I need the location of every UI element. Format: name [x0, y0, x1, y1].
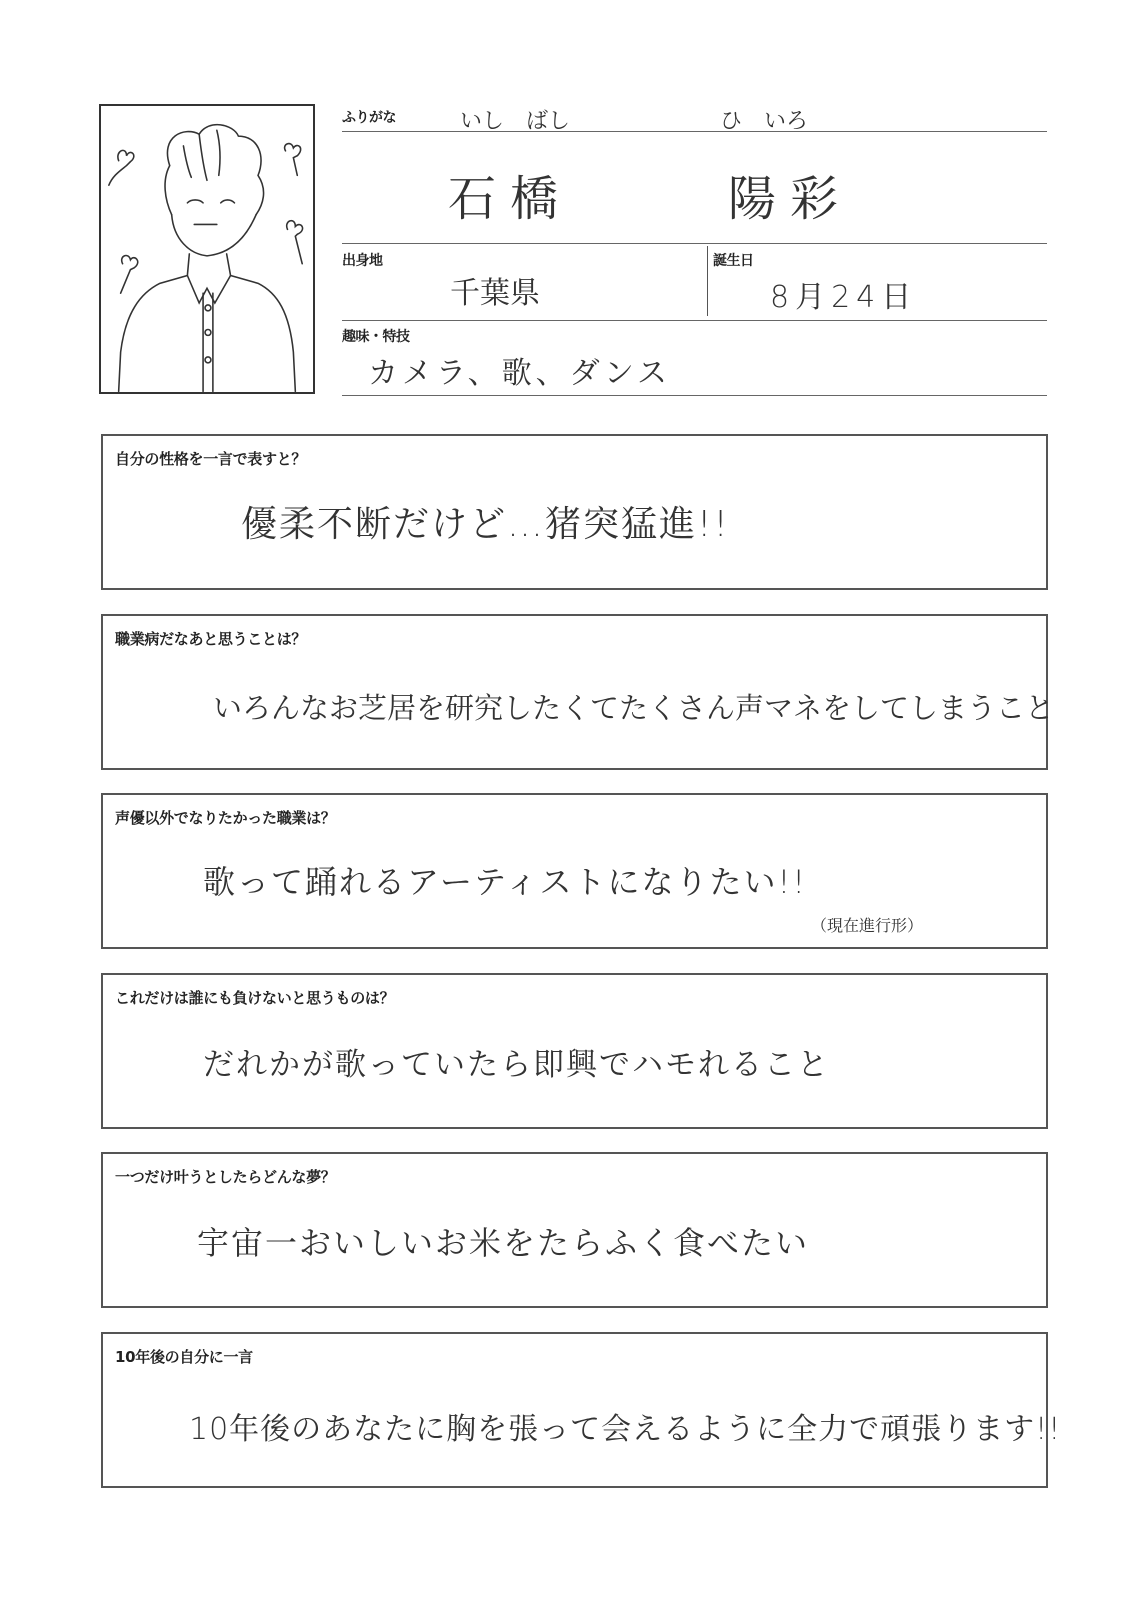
field-divider	[707, 246, 708, 316]
question-box-unbeatable	[101, 973, 1048, 1129]
question-box-occupational-habit	[101, 614, 1055, 770]
question-label: 職業病だなあと思うことは？	[115, 630, 307, 648]
answer-text: いろんなお芝居を研究したくてたくさん声マネをしてしまうこと	[213, 691, 1055, 725]
self-portrait-drawing	[99, 104, 315, 394]
name-family: 石橋	[448, 171, 573, 227]
answer-text: 10年後のあなたに胸を張って会えるように全力で頑張ります!!	[189, 1412, 1062, 1447]
answer-text: 優柔不断だけど…猪突猛進!!	[241, 504, 730, 545]
furigana-given: ひ いろ	[720, 109, 809, 134]
birthday-label: 誕生日	[713, 253, 754, 269]
question-label: 声優以外でなりたかった職業は？	[115, 809, 336, 827]
question-box-other-career	[101, 793, 1048, 949]
portrait-sketch-icon	[101, 106, 313, 392]
question-label: これだけは誰にも負けないと思うものは？	[115, 989, 395, 1007]
question-label: 一つだけ叶うとしたらどんな夢？	[115, 1168, 336, 1186]
question-box-message-to-future	[101, 1332, 1062, 1488]
name-given: 陽彩	[728, 171, 853, 227]
question-box-personality	[101, 434, 1048, 590]
hobbies-value: カメラ、歌、ダンス	[368, 356, 671, 391]
hobbies-underline	[342, 395, 1047, 396]
answer-text: だれかが歌っていたら即興でハモれること	[203, 1047, 830, 1083]
birthday-value: 8月24日	[770, 280, 918, 315]
answer-text: 宇宙一おいしいお米をたらふく食べたい	[197, 1224, 810, 1262]
question-label: 10年後の自分に一言	[115, 1348, 253, 1366]
furigana-family: いし ばし	[460, 109, 571, 134]
hometown-value: 千葉県	[450, 276, 540, 311]
hobbies-label: 趣味・特技	[342, 329, 410, 345]
answer-text: 歌って踊れるアーティストになりたい!!	[203, 863, 808, 901]
name-underline	[342, 243, 1047, 244]
furigana-label: ふりがな	[342, 110, 396, 126]
question-label: 自分の性格を一言で表すと？	[115, 450, 307, 468]
hometown-label: 出身地	[342, 253, 383, 269]
question-box-dream	[101, 1152, 1048, 1308]
hometown-underline	[342, 320, 1047, 321]
answer-note: （現在進行形）	[811, 916, 924, 935]
furigana-underline	[342, 131, 1047, 132]
